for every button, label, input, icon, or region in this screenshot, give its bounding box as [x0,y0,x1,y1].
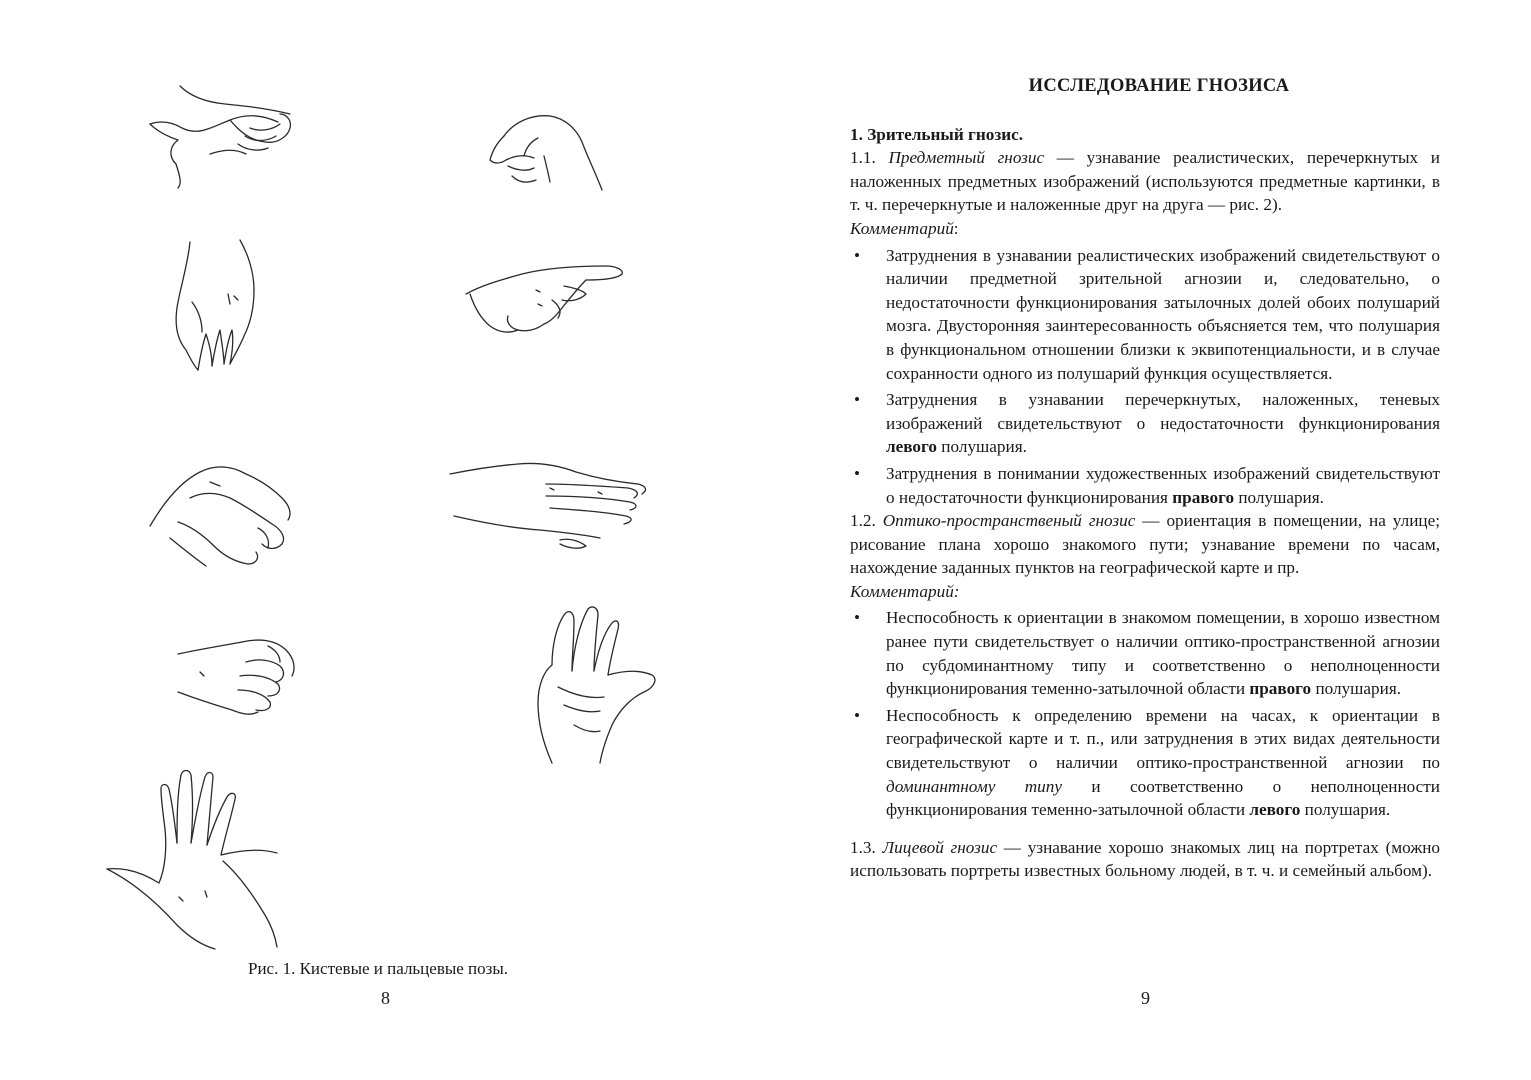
bullet-item [850,388,1440,459]
hand-pose-1-figure [150,84,295,189]
hand-pose-4-figure [466,260,626,340]
bullet-text-end: полушария. [937,437,1027,457]
section-term: Предметный гнозис [888,148,1045,168]
bullet-marker: • [853,705,861,725]
bullet-emphasis: левого [1249,800,1301,820]
bullet-item [850,244,1440,386]
comment-label [850,217,1440,241]
bullet-text: Неспособность к определению времени на часах, к ориентации в географической карте и т. п., или затруднения в этих видах деятельности свидетельствуют о наличии оптико-пространственной агнозии по [886,705,1440,773]
section-definition: — ориентация в помещении, на улице; рисование плана хорошо знакомого пути; узнавание времени по часам, нахождение заданных пунктов на географической карте и пр. [850,511,1440,578]
figure-caption: Рис. 1. Кистевые и пальцевые позы. [248,959,509,978]
bullet-item [850,462,1440,509]
bullet-text-end: полушария. [1300,800,1391,820]
section-definition: — узнавание хорошо знакомых лиц на портретах (можно использовать портреты известных больному людей, в т. ч. и семейный альбом). [850,837,1440,881]
bullet-item [850,606,1440,700]
page-heading: ИССЛЕДОВАНИЕ ГНОЗИСА [1028,76,1290,96]
bullet-italic: доминантному типу [886,776,1062,796]
hand-pose-3-figure [168,238,263,373]
bullet-item [850,704,1440,822]
comment-label-text: Комментарий [850,218,954,238]
page-number-right: 9 [1141,988,1150,1008]
bullet-text-end: полушария. [1311,679,1402,699]
bullet-text-end: полушария. [1234,487,1324,507]
bullet-emphasis: левого [886,437,937,457]
section-number: 1.2. [850,511,876,531]
paragraph-spacer [850,822,1440,836]
bullet-marker: • [853,608,861,628]
section-term: Оптико-пространственый гнозис [882,511,1136,531]
bullet-text: Затруднения в узнавании перечеркнутых, наложенных, теневых изображений свидетельствуют о недостаточности функционирования [886,390,1440,433]
page-number-left: 8 [381,988,390,1008]
hand-pose-8-figure [524,605,664,765]
section-number: 1.3. [850,837,876,857]
left-page [0,0,765,1080]
hand-pose-2-figure [484,108,604,193]
hand-pose-7-figure [176,632,301,722]
section-title: 1. Зрительный гнозис. [850,124,1024,144]
bullet-emphasis: правого [1172,487,1235,507]
page-text [850,75,1440,883]
section-1-3 [850,836,1440,883]
section-definition: — узнавание реалистических, перечеркнутых и наложенных предметных изображений (используются предметные картинки, в т. ч. перечеркнутые и наложенные друг на друга — рис. 2). [850,148,1441,215]
right-page [766,0,1531,1080]
bullet-marker: • [853,245,861,265]
bullet-text: Неспособность к ориентации в знакомом помещении, в хорошо известном ранее пути свидетельствует о наличии оптико-пространственной агнозии по субдоминантному типу и соответственно о неполноценности функционирования теменно-затылочной области [886,608,1440,699]
bullet-text: Затруднения в узнавании реалистических изображений свидетельствуют о наличии предметной зрительной агнозии и, следовательно, о недостаточности функционирования затылочных долей обоих полушарий мозга. Двусторонняя заинтересованность объясняется тем, что полушария в функциональном отношении близки к эквипотенциальности, и в случае сохранности одного из полушарий функция осуществляется. [886,245,1440,383]
hand-pose-5-figure [150,462,295,572]
section-1-1 [850,146,1440,217]
section-term: Лицевой гнозис [882,837,998,857]
bullet-emphasis: правого [1249,679,1312,699]
comment-label: Комментарий: [850,581,960,601]
section-1-2 [850,509,1440,580]
hand-pose-6-figure [450,460,650,550]
bullet-marker: • [853,463,861,483]
bullet-marker: • [853,390,861,410]
bullet-text-mid: и соответственно о неполноценности функционирования теменно-затылочной области [886,776,1441,820]
bullet-text: Затруднения в понимании художественных изображений свидетельствуют о недостаточности функционирования [886,463,1440,507]
hand-pose-9-figure [105,765,285,950]
section-number: 1.1. [850,148,876,168]
comment-label-colon: : [953,218,959,238]
